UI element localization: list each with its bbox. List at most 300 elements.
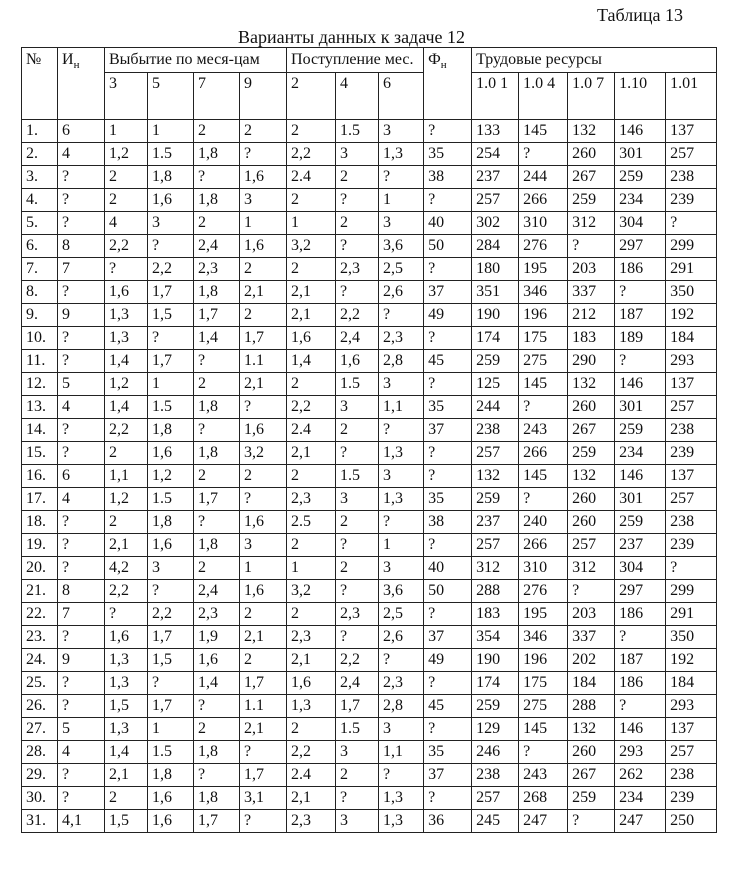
- table-cell: 267: [568, 419, 615, 442]
- table-cell: 37: [424, 419, 472, 442]
- table-cell: 2: [336, 557, 379, 580]
- table-row: [22, 235, 717, 258]
- table-cell: ?: [58, 212, 105, 235]
- table-cell: 2,3: [287, 810, 336, 833]
- table-cell: 1,2: [148, 465, 194, 488]
- table-cell: 310: [519, 557, 568, 580]
- table-cell: 1,4: [194, 672, 240, 695]
- table-cell: 146: [615, 465, 666, 488]
- table-cell: 239: [666, 787, 717, 810]
- table-cell: 202: [568, 649, 615, 672]
- table-cell: 239: [666, 189, 717, 212]
- table-cell: 257: [666, 488, 717, 511]
- table-cell: 2: [240, 465, 287, 488]
- table-cell: 2: [240, 120, 287, 143]
- header-vybytie-month: 7: [194, 73, 240, 120]
- table-cell: 3: [379, 465, 424, 488]
- table-cell: 4: [105, 212, 148, 235]
- table-cell: 2: [287, 534, 336, 557]
- header-vybytie-month: 9: [240, 73, 287, 120]
- table-cell: 297: [615, 580, 666, 603]
- table-cell: 1.5: [148, 396, 194, 419]
- table-cell: 1,8: [194, 534, 240, 557]
- table-cell: 38: [424, 511, 472, 534]
- table-cell: 196: [519, 649, 568, 672]
- table-row: [22, 649, 717, 672]
- table-cell: ?: [58, 442, 105, 465]
- table-cell: 3,6: [379, 580, 424, 603]
- table-cell: 259: [615, 166, 666, 189]
- table-cell: 7: [58, 258, 105, 281]
- table-cell: 257: [472, 189, 519, 212]
- table-cell: 2: [287, 258, 336, 281]
- table-cell: 1: [148, 373, 194, 396]
- table-cell: 266: [519, 534, 568, 557]
- table-cell: ?: [194, 350, 240, 373]
- table-cell: 3: [336, 488, 379, 511]
- table-cell: ?: [58, 764, 105, 787]
- table-cell: 6: [58, 120, 105, 143]
- table-cell: 238: [666, 511, 717, 534]
- table-cell: 1,8: [148, 166, 194, 189]
- row-number-cell: 11.: [22, 350, 58, 373]
- table-cell: 2,4: [336, 327, 379, 350]
- table-cell: 4,1: [58, 810, 105, 833]
- table-cell: 2,1: [240, 373, 287, 396]
- table-cell: 49: [424, 649, 472, 672]
- table-cell: 243: [519, 764, 568, 787]
- row-number-cell: 12.: [22, 373, 58, 396]
- table-cell: 1,6: [194, 649, 240, 672]
- table-cell: 237: [472, 511, 519, 534]
- table-cell: 1,2: [105, 488, 148, 511]
- row-number-cell: 6.: [22, 235, 58, 258]
- table-cell: ?: [58, 511, 105, 534]
- table-cell: 257: [666, 741, 717, 764]
- table-cell: 247: [519, 810, 568, 833]
- table-cell: 2.5: [287, 511, 336, 534]
- table-row: [22, 511, 717, 534]
- table-row: [22, 304, 717, 327]
- table-cell: 260: [568, 741, 615, 764]
- table-cell: 3: [379, 373, 424, 396]
- table-cell: 1: [148, 718, 194, 741]
- table-cell: 262: [615, 764, 666, 787]
- table-cell: 275: [519, 350, 568, 373]
- table-cell: ?: [194, 511, 240, 534]
- table-cell: 2,1: [240, 626, 287, 649]
- table-cell: 8: [58, 580, 105, 603]
- table-cell: 254: [472, 143, 519, 166]
- table-cell: 2,1: [105, 534, 148, 557]
- table-cell: 1,7: [194, 304, 240, 327]
- table-cell: 49: [424, 304, 472, 327]
- table-cell: 1,3: [287, 695, 336, 718]
- table-cell: 1,8: [194, 787, 240, 810]
- row-number-cell: 17.: [22, 488, 58, 511]
- header-vybytie-month: 3: [105, 73, 148, 120]
- table-cell: 2: [287, 189, 336, 212]
- table-cell: ?: [148, 327, 194, 350]
- table-cell: 2: [105, 166, 148, 189]
- table-row: [22, 695, 717, 718]
- table-cell: 2: [194, 212, 240, 235]
- table-cell: 1,6: [240, 419, 287, 442]
- table-cell: 1,3: [105, 304, 148, 327]
- row-number-cell: 20.: [22, 557, 58, 580]
- table-cell: 257: [472, 787, 519, 810]
- table-cell: 302: [472, 212, 519, 235]
- table-cell: 1,7: [148, 695, 194, 718]
- table-cell: 260: [568, 488, 615, 511]
- table-cell: 239: [666, 534, 717, 557]
- table-cell: 133: [472, 120, 519, 143]
- table-cell: 276: [519, 235, 568, 258]
- table-cell: ?: [105, 258, 148, 281]
- table-cell: 1,1: [379, 741, 424, 764]
- table-cell: 1.5: [336, 465, 379, 488]
- table-cell: 1,3: [379, 442, 424, 465]
- table-cell: 2,3: [194, 603, 240, 626]
- table-cell: ?: [424, 534, 472, 557]
- table-cell: 2,1: [240, 718, 287, 741]
- table-cell: 284: [472, 235, 519, 258]
- row-number-cell: 16.: [22, 465, 58, 488]
- table-cell: ?: [336, 534, 379, 557]
- row-number-cell: 28.: [22, 741, 58, 764]
- table-cell: 1,3: [379, 488, 424, 511]
- header-postuplenie: Поступление мес.: [287, 48, 424, 73]
- row-number-cell: 1.: [22, 120, 58, 143]
- table-cell: 237: [615, 534, 666, 557]
- row-number-cell: 30.: [22, 787, 58, 810]
- header-trud: Трудовые ресурсы: [472, 48, 717, 73]
- table-cell: 243: [519, 419, 568, 442]
- table-cell: ?: [194, 764, 240, 787]
- table-cell: 337: [568, 626, 615, 649]
- header-row-top: [22, 48, 717, 73]
- table-cell: 132: [568, 120, 615, 143]
- table-cell: 260: [568, 511, 615, 534]
- table-row: [22, 534, 717, 557]
- table-row: [22, 764, 717, 787]
- table-cell: 1,6: [240, 166, 287, 189]
- row-number-cell: 26.: [22, 695, 58, 718]
- table-cell: 1,6: [148, 534, 194, 557]
- table-row: [22, 281, 717, 304]
- table-cell: ?: [568, 810, 615, 833]
- table-cell: 2,2: [287, 143, 336, 166]
- table-cell: 2,3: [336, 603, 379, 626]
- table-cell: 2: [240, 603, 287, 626]
- table-row: [22, 120, 717, 143]
- table-cell: 1,6: [148, 810, 194, 833]
- table-cell: 238: [472, 419, 519, 442]
- table-cell: ?: [666, 212, 717, 235]
- table-cell: 180: [472, 258, 519, 281]
- table-cell: ?: [194, 419, 240, 442]
- table-cell: 1,6: [148, 442, 194, 465]
- table-cell: 1,8: [148, 419, 194, 442]
- table-cell: 2,3: [287, 626, 336, 649]
- header-postuplenie-month: 6: [379, 73, 424, 120]
- table-cell: 3,2: [287, 580, 336, 603]
- table-cell: ?: [519, 396, 568, 419]
- table-cell: 1,6: [287, 327, 336, 350]
- row-number-cell: 21.: [22, 580, 58, 603]
- table-cell: 275: [519, 695, 568, 718]
- header-vybytie-month: 5: [148, 73, 194, 120]
- table-cell: ?: [424, 442, 472, 465]
- table-cell: 2,1: [287, 649, 336, 672]
- table-cell: 237: [472, 166, 519, 189]
- table-cell: 1,7: [148, 350, 194, 373]
- table-cell: 1.5: [336, 373, 379, 396]
- table-cell: 1,6: [148, 787, 194, 810]
- table-cell: 238: [666, 419, 717, 442]
- table-cell: ?: [58, 534, 105, 557]
- row-number-cell: 27.: [22, 718, 58, 741]
- table-cell: ?: [379, 419, 424, 442]
- table-cell: 257: [472, 442, 519, 465]
- table-row: [22, 557, 717, 580]
- table-cell: 2.4: [287, 764, 336, 787]
- table-cell: ?: [568, 580, 615, 603]
- table-cell: 2,1: [105, 764, 148, 787]
- table-cell: 192: [666, 649, 717, 672]
- table-row: [22, 442, 717, 465]
- table-row: [22, 189, 717, 212]
- table-cell: 187: [615, 304, 666, 327]
- table-cell: ?: [194, 166, 240, 189]
- header-f: [424, 48, 472, 120]
- table-cell: 1,5: [105, 810, 148, 833]
- table-cell: 1,6: [105, 281, 148, 304]
- table-cell: 184: [666, 327, 717, 350]
- table-cell: ?: [58, 419, 105, 442]
- table-cell: 1,6: [240, 511, 287, 534]
- table-cell: 35: [424, 488, 472, 511]
- table-cell: 2: [194, 718, 240, 741]
- table-cell: 3,1: [240, 787, 287, 810]
- table-cell: 1: [240, 557, 287, 580]
- table-cell: 2: [240, 649, 287, 672]
- table-cell: 1,1: [105, 465, 148, 488]
- table-cell: 1,8: [194, 143, 240, 166]
- table-row: [22, 350, 717, 373]
- table-cell: 304: [615, 557, 666, 580]
- table-cell: 4,2: [105, 557, 148, 580]
- table-cell: 259: [472, 350, 519, 373]
- table-cell: 354: [472, 626, 519, 649]
- table-row: [22, 488, 717, 511]
- table-cell: 3,2: [240, 442, 287, 465]
- table-cell: 189: [615, 327, 666, 350]
- table-cell: 37: [424, 764, 472, 787]
- table-row: [22, 718, 717, 741]
- table-cell: 2: [336, 212, 379, 235]
- table-row: [22, 373, 717, 396]
- table-row: [22, 603, 717, 626]
- table-cell: 1,7: [336, 695, 379, 718]
- table-cell: 129: [472, 718, 519, 741]
- table-cell: 1.5: [336, 120, 379, 143]
- table-cell: 268: [519, 787, 568, 810]
- table-cell: 1,8: [148, 511, 194, 534]
- header-postuplenie-month: 2: [287, 73, 336, 120]
- row-number-cell: 24.: [22, 649, 58, 672]
- table-cell: 125: [472, 373, 519, 396]
- table-cell: ?: [58, 281, 105, 304]
- table-row: [22, 166, 717, 189]
- table-cell: 3: [379, 557, 424, 580]
- row-number-cell: 4.: [22, 189, 58, 212]
- table-row: [22, 787, 717, 810]
- table-cell: ?: [58, 327, 105, 350]
- table-cell: 2,2: [148, 603, 194, 626]
- table-cell: 137: [666, 120, 717, 143]
- header-i-sub: н: [73, 59, 80, 72]
- table-cell: 183: [472, 603, 519, 626]
- table-cell: ?: [424, 327, 472, 350]
- table-cell: ?: [240, 396, 287, 419]
- table-cell: 293: [666, 350, 717, 373]
- table-cell: 2,1: [287, 787, 336, 810]
- table-cell: 1,1: [379, 396, 424, 419]
- table-cell: ?: [336, 787, 379, 810]
- table-cell: 40: [424, 557, 472, 580]
- table-row: [22, 626, 717, 649]
- table-cell: 5: [58, 718, 105, 741]
- table-cell: 192: [666, 304, 717, 327]
- table-cell: 2: [336, 764, 379, 787]
- table-cell: 276: [519, 580, 568, 603]
- table-cell: 234: [615, 787, 666, 810]
- row-number-cell: 7.: [22, 258, 58, 281]
- table-row: [22, 419, 717, 442]
- table-cell: 1,8: [194, 741, 240, 764]
- table-cell: 2: [336, 166, 379, 189]
- table-cell: ?: [58, 787, 105, 810]
- table-cell: 1,7: [240, 764, 287, 787]
- table-cell: 239: [666, 442, 717, 465]
- header-i-main: И: [62, 51, 74, 68]
- table-cell: 2,4: [194, 235, 240, 258]
- table-cell: 2,2: [105, 235, 148, 258]
- table-cell: 1,3: [105, 649, 148, 672]
- table-cell: 184: [666, 672, 717, 695]
- table-cell: ?: [424, 787, 472, 810]
- table-cell: 240: [519, 511, 568, 534]
- header-trud-date: 1.01: [666, 73, 717, 120]
- table-row: [22, 465, 717, 488]
- table-cell: 1,9: [194, 626, 240, 649]
- table-cell: ?: [424, 189, 472, 212]
- table-cell: 3: [336, 396, 379, 419]
- table-cell: 2,3: [379, 327, 424, 350]
- table-cell: 1,3: [379, 810, 424, 833]
- row-number-cell: 3.: [22, 166, 58, 189]
- table-cell: 1,8: [194, 442, 240, 465]
- table-cell: 2: [287, 373, 336, 396]
- table-row: [22, 810, 717, 833]
- table-cell: 246: [472, 741, 519, 764]
- table-cell: 2,1: [287, 442, 336, 465]
- table-cell: 38: [424, 166, 472, 189]
- table-cell: 234: [615, 442, 666, 465]
- table-cell: 3: [336, 810, 379, 833]
- table-cell: 3,2: [287, 235, 336, 258]
- table-cell: 2,3: [194, 258, 240, 281]
- table-cell: 36: [424, 810, 472, 833]
- table-cell: 2: [287, 465, 336, 488]
- table-cell: 203: [568, 603, 615, 626]
- table-cell: 2,8: [379, 350, 424, 373]
- table-cell: ?: [148, 580, 194, 603]
- table-cell: 195: [519, 258, 568, 281]
- table-cell: 2.4: [287, 419, 336, 442]
- table-cell: ?: [336, 235, 379, 258]
- table-cell: 132: [472, 465, 519, 488]
- table-cell: 312: [472, 557, 519, 580]
- table-cell: 301: [615, 396, 666, 419]
- table-cell: 1,3: [105, 672, 148, 695]
- table-cell: 293: [666, 695, 717, 718]
- table-cell: 1.5: [148, 741, 194, 764]
- table-cell: 174: [472, 327, 519, 350]
- row-number-cell: 10.: [22, 327, 58, 350]
- table-row: [22, 143, 717, 166]
- table-cell: 346: [519, 626, 568, 649]
- table-cell: ?: [424, 258, 472, 281]
- table-cell: 146: [615, 373, 666, 396]
- table-cell: 260: [568, 143, 615, 166]
- table-cell: ?: [148, 235, 194, 258]
- table-row: [22, 212, 717, 235]
- table-cell: 3: [379, 120, 424, 143]
- table-cell: 1,5: [148, 304, 194, 327]
- table-cell: 259: [568, 787, 615, 810]
- table-cell: 2.4: [287, 166, 336, 189]
- table-cell: ?: [336, 442, 379, 465]
- table-cell: 132: [568, 373, 615, 396]
- table-cell: 350: [666, 626, 717, 649]
- row-number-cell: 18.: [22, 511, 58, 534]
- table-cell: 2,3: [287, 488, 336, 511]
- table-cell: 238: [666, 166, 717, 189]
- table-cell: 1,4: [105, 396, 148, 419]
- table-cell: 259: [568, 442, 615, 465]
- table-cell: 35: [424, 396, 472, 419]
- table-cell: 310: [519, 212, 568, 235]
- table-cell: 1,4: [105, 350, 148, 373]
- table-cell: ?: [240, 143, 287, 166]
- table-cell: 1.5: [148, 143, 194, 166]
- table-cell: 4: [58, 488, 105, 511]
- table-cell: 244: [519, 166, 568, 189]
- table-cell: 2,8: [379, 695, 424, 718]
- table-cell: 1,6: [240, 580, 287, 603]
- table-cell: 183: [568, 327, 615, 350]
- table-cell: 2: [194, 465, 240, 488]
- table-cell: 259: [472, 488, 519, 511]
- table-caption: Варианты данных к задаче 12: [238, 27, 466, 47]
- table-cell: ?: [379, 166, 424, 189]
- table-cell: 1,5: [105, 695, 148, 718]
- header-vybytie: Выбытие по меся-цам: [105, 48, 287, 73]
- table-cell: 2,1: [240, 281, 287, 304]
- table-cell: 184: [568, 672, 615, 695]
